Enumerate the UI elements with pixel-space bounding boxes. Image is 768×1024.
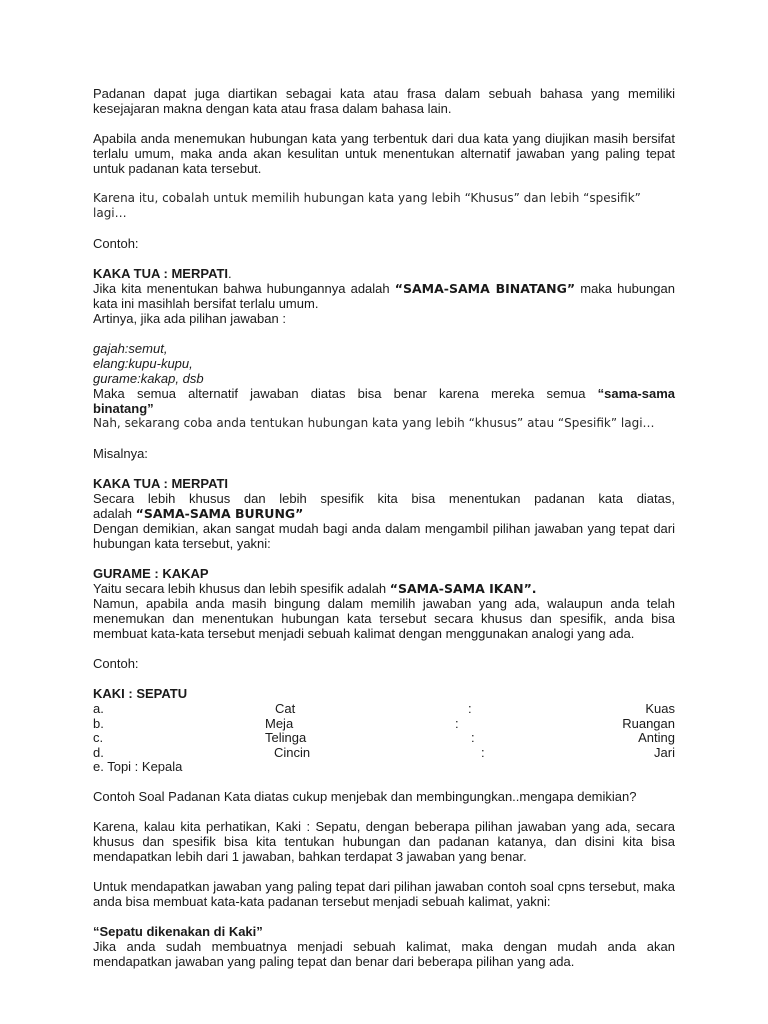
general-relation-paragraph: Apabila anda menemukan hubungan kata yang terbentuk dari dua kata yang diujikan masih bersifat terlalu umum, maka anda akan kesulitan untuk menentukan alternatif jawaban yang paling tepat untuk padanan kata tersebut.	[93, 131, 675, 176]
answer-choice: elang:kupu-kupu,	[93, 356, 193, 371]
final-example: “Sepatu dikenakan di Kaki” Jika anda sudah membuatnya menjadi sebuah kalimat, maka dengan mudah anda akan mendapatkan jawaban yang paling tepat dan benar dari beberapa pilihan yang ada.	[93, 924, 675, 970]
sentence-method-paragraph: Untuk mendapatkan jawaban yang paling tepat dari pilihan jawaban contoh soal cpns tersebut, maka anda bisa membuat kata-kata padanan tersebut menjadi sebuah kalimat, yakni:	[93, 879, 675, 910]
tricky-question-paragraph: Contoh Soal Padanan Kata diatas cukup menjebak dan membingungkan..mengapa demikian?	[93, 789, 637, 805]
example-heading: GURAME : KAKAP	[93, 566, 209, 581]
quiz-heading: KAKI : SEPATU	[93, 686, 188, 701]
example-gurame: GURAME : KAKAP Yaitu secara lebih khusus dan lebih spesifik adalah “SAMA-SAMA IKAN”. Namun, apabila anda masih bingung dalam memilih jawaban yang ada, walaupun anda telah menemukan dan menentukan hubungan kata tersebut secara khusus dan spesifik, anda bisa membuat kata-kata tersebut menjadi sebuah kalimat dengan menggunakan analogi yang ada.	[93, 566, 675, 641]
quiz-option-e: e. Topi : Kepala	[93, 759, 183, 775]
specific-advice-paragraph: Karena itu, cobalah untuk memilih hubungan kata yang lebih “Khusus” dan lebih “spesifik” lagi…	[93, 191, 641, 220]
relation-highlight: “SAMA-SAMA BINATANG”	[394, 281, 576, 296]
example-kakatua-general: KAKA TUA : MERPATI. Jika kita menentukan bahwa hubungannya adalah “SAMA-SAMA BINATANG” maka hubungan kata ini masihlah bersifat terlalu umum. Artinya, jika ada pilihan jawaban : gajah:semut, elang:kupu-kupu, gurame:kakap, dsb Maka semua alternatif jawaban diatas bisa benar karena mereka semua “sama-sama binatang” Nah, sekarang coba anda tentukan hubungan kata yang lebih “khusus” atau “Spesifik” lagi…	[93, 266, 675, 430]
quiz-option-b: b. Meja : Ruangan	[93, 715, 675, 731]
relation-highlight: “SAMA-SAMA IKAN”.	[389, 581, 537, 596]
quiz-kaki-sepatu	[93, 686, 675, 774]
example-heading: KAKA TUA : MERPATI	[93, 476, 229, 491]
quiz-option-a: a. Cat : Kuas	[93, 701, 675, 716]
answer-choice: gajah:semut,	[93, 341, 168, 356]
quiz-option-c: c. Telinga : Anting	[93, 730, 675, 746]
misalnya-label: Misalnya:	[93, 446, 148, 461]
example-sentence: “Sepatu dikenakan di Kaki”	[93, 924, 263, 940]
example-heading: KAKA TUA : MERPATI	[93, 266, 229, 281]
example-label: Contoh:	[93, 656, 139, 671]
example-kakatua-specific: KAKA TUA : MERPATI Secara lebih khusus dan lebih spesifik kita bisa menentukan padanan kata diatas, adalah “SAMA-SAMA BURUNG” Dengan demikian, akan sangat mudah bagi anda dalam mengambil pilihan jawaban yang tepat dari hubungan kata tersebut, yakni:	[93, 476, 675, 551]
answer-choice: gurame:kakap, dsb	[93, 371, 204, 386]
relation-highlight: “SAMA-SAMA BURUNG”	[135, 506, 304, 521]
example-label: Contoh:	[93, 236, 139, 251]
explanation-paragraph: Karena, kalau kita perhatikan, Kaki : Sepatu, dengan beberapa pilihan jawaban yang ada, secara khusus dan spesifik bisa kita tentukan hubungan dan padanan katanya, dan disini kita bisa mendapatkan lebih dari 1 jawaban, bahkan terdapat 3 jawaban yang benar.	[93, 819, 675, 865]
quiz-option-d: d. Cincin : Jari	[93, 744, 675, 760]
intro-paragraph: Padanan dapat juga diartikan sebagai kata atau frasa dalam sebuah bahasa yang memiliki kesejajaran makna dengan kata atau frasa dalam bahasa lain.	[93, 86, 675, 116]
document-page	[93, 86, 675, 984]
